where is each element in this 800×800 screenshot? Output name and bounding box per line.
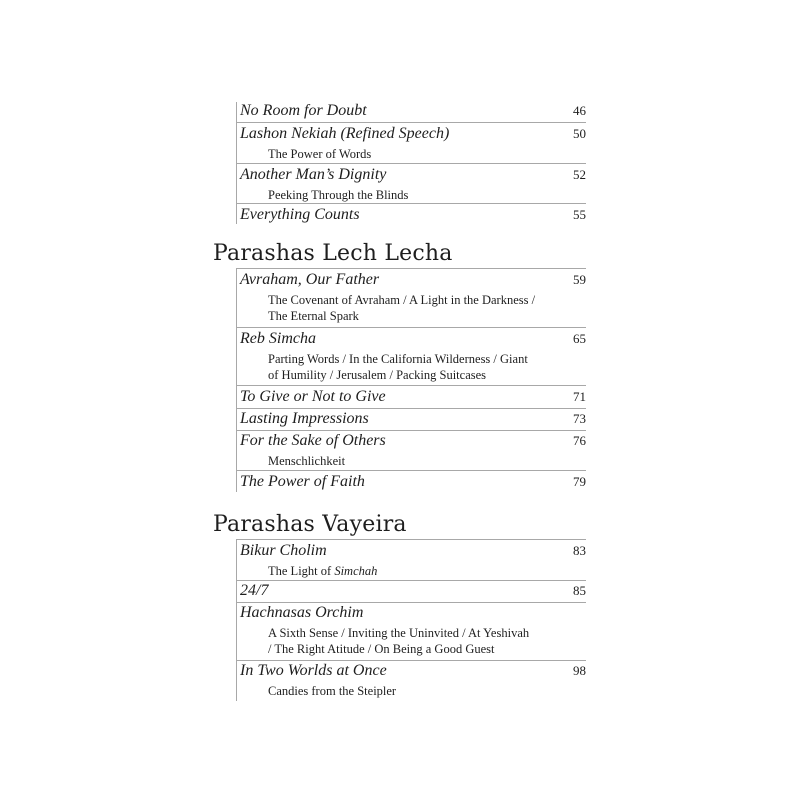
toc-entry bbox=[240, 166, 586, 203]
page-number: 71 bbox=[573, 389, 586, 404]
divider bbox=[236, 539, 586, 540]
entry-title: Everything Counts bbox=[240, 206, 360, 223]
divider bbox=[236, 268, 586, 269]
toc-entry bbox=[240, 102, 586, 120]
left-rule bbox=[236, 539, 237, 701]
entry-subtitle-text: The Light of bbox=[268, 564, 335, 578]
page-number: 79 bbox=[573, 474, 586, 489]
entry-title: Reb Simcha bbox=[240, 330, 316, 347]
entry-subtitle bbox=[268, 292, 586, 324]
toc-entry bbox=[240, 662, 586, 699]
section-heading: Parashas Vayeira bbox=[213, 512, 407, 537]
entry-title: Another Man’s Dignity bbox=[240, 166, 387, 183]
toc-entry bbox=[240, 604, 586, 657]
section-heading: Parashas Lech Lecha bbox=[213, 241, 453, 266]
entry-subtitle-line: / The Right Atitude / On Being a Good Guest bbox=[268, 642, 495, 656]
entry-subtitle-line: The Covenant of Avraham / A Light in the Darkness / bbox=[268, 293, 536, 307]
page-number: 98 bbox=[573, 663, 586, 678]
entry-subtitle: Peeking Through the Blinds bbox=[268, 188, 409, 202]
toc-entry bbox=[240, 410, 586, 428]
toc-entry bbox=[240, 473, 586, 491]
divider bbox=[236, 430, 586, 431]
left-rule bbox=[236, 102, 237, 224]
entry-subtitle-italic: Simchah bbox=[334, 564, 378, 578]
divider bbox=[236, 408, 586, 409]
toc-entry bbox=[240, 582, 586, 600]
page-number: 59 bbox=[573, 272, 586, 287]
entry-subtitle: Menschlichkeit bbox=[268, 454, 346, 468]
entry-subtitle: The Power of Words bbox=[268, 147, 372, 161]
entry-subtitle bbox=[268, 351, 586, 383]
toc-entry bbox=[240, 330, 586, 383]
toc-entry bbox=[240, 206, 586, 224]
entry-title: Lasting Impressions bbox=[240, 410, 369, 427]
page-number: 46 bbox=[573, 103, 586, 118]
entry-subtitle bbox=[268, 563, 586, 579]
entry-title: To Give or Not to Give bbox=[240, 388, 386, 405]
divider bbox=[236, 470, 586, 471]
toc-entry bbox=[240, 542, 586, 579]
divider bbox=[236, 122, 586, 123]
entry-subtitle: Candies from the Steipler bbox=[268, 684, 397, 698]
page-number: 65 bbox=[573, 331, 586, 346]
entry-title: The Power of Faith bbox=[240, 473, 365, 490]
divider bbox=[236, 660, 586, 661]
page-number: 52 bbox=[573, 167, 586, 182]
entry-title: For the Sake of Others bbox=[240, 432, 386, 449]
divider bbox=[236, 327, 586, 328]
entry-subtitle-line: Parting Words / In the California Wilderness / Giant bbox=[268, 352, 528, 366]
page-number: 76 bbox=[573, 433, 586, 448]
page-number: 55 bbox=[573, 207, 586, 222]
page-number: 50 bbox=[573, 126, 586, 141]
toc-entry bbox=[240, 388, 586, 406]
entry-title: Avraham, Our Father bbox=[240, 271, 380, 288]
entry-title: No Room for Doubt bbox=[240, 102, 367, 119]
divider bbox=[236, 385, 586, 386]
entry-subtitle-line: of Humility / Jerusalem / Packing Suitcases bbox=[268, 368, 487, 382]
entry-title: Lashon Nekiah (Refined Speech) bbox=[240, 125, 450, 142]
entry-title: 24/7 bbox=[240, 582, 269, 599]
toc-entry bbox=[240, 125, 586, 162]
toc-entry bbox=[240, 271, 586, 324]
entry-subtitle bbox=[268, 625, 586, 657]
divider bbox=[236, 163, 586, 164]
entry-title: Bikur Cholim bbox=[240, 542, 327, 559]
page-number: 83 bbox=[573, 543, 586, 558]
entry-subtitle-line: The Eternal Spark bbox=[268, 309, 359, 323]
entry-subtitle-line: A Sixth Sense / Inviting the Uninvited / At Yeshivah bbox=[268, 626, 530, 640]
entry-title: Hachnasas Orchim bbox=[240, 604, 364, 621]
entry-title: In Two Worlds at Once bbox=[240, 662, 387, 679]
toc-entry bbox=[240, 432, 586, 469]
page-number: 85 bbox=[573, 583, 586, 598]
left-rule bbox=[236, 268, 237, 492]
divider bbox=[236, 580, 586, 581]
divider bbox=[236, 203, 586, 204]
divider bbox=[236, 602, 586, 603]
page-number: 73 bbox=[573, 411, 586, 426]
